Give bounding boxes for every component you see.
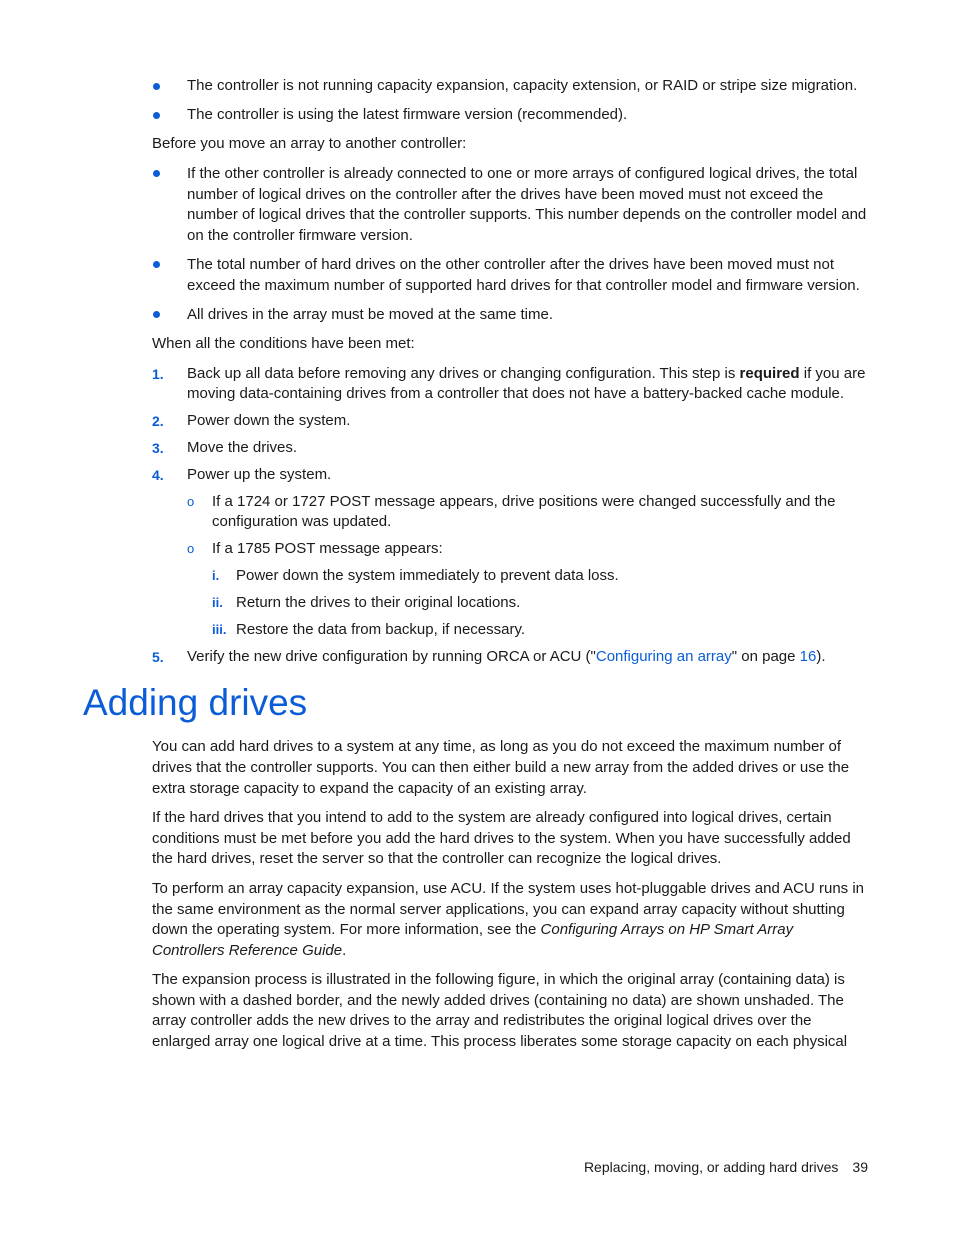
step-4 — [152, 465, 868, 640]
step-number: 1. — [152, 365, 164, 382]
step-3 — [152, 438, 868, 459]
sub-item — [187, 492, 868, 533]
paragraph: If the hard drives that you intend to add to the system are already configured into logical drives, certain conditions must be met before you add the hard drives to the system. When you have successfully added the hard drives, reset the server so that the controller can recognize the logical drives. — [152, 809, 851, 868]
list-item: If the other controller is already connected to one or more arrays of configured logical drives, the total number of logical drives on the controller after the drives have been moved must not exceed the number of logical drives that the controller supports. This number depends on the controller model and on the controller firmware version. — [152, 164, 868, 246]
section-heading: Adding drives — [83, 682, 308, 724]
roman-item-text: Return the drives to their original locations. — [236, 593, 521, 611]
step-text: Verify the new drive configuration by running ORCA or ACU (" — [187, 647, 596, 665]
step-text: " on page — [731, 647, 800, 665]
step-bold-text: required — [739, 364, 800, 382]
reference-guide-title: Configuring Arrays on HP Smart Array Controllers Reference Guide — [152, 921, 794, 959]
step-number: 3. — [152, 440, 164, 457]
configuring-array-link[interactable]: Configuring an array — [595, 647, 732, 665]
page-number: 39 — [852, 1159, 868, 1175]
step-text: Back up all data before removing any drives or changing configuration. This step is — [187, 364, 740, 382]
step-text: ). — [816, 647, 826, 665]
page-footer — [584, 1157, 868, 1178]
list-item: All drives in the array must be moved at the same time. — [152, 305, 868, 326]
step-number: 4. — [152, 467, 164, 484]
step-number: 5. — [152, 648, 164, 665]
roman-list — [212, 566, 868, 641]
sub-item — [187, 539, 868, 640]
step-text: Power down the system. — [187, 412, 351, 430]
footer-title: Replacing, moving, or adding hard drives — [583, 1159, 839, 1175]
page-content — [83, 76, 868, 1062]
list-item: The controller is not running capacity expansion, capacity extension, or RAID or stripe size migration. — [152, 76, 868, 97]
roman-item — [212, 593, 868, 614]
list-item: The total number of hard drives on the other controller after the drives have been moved must not exceed the maximum number of supported hard drives for that controller model and firmware version. — [152, 255, 868, 296]
paragraph: The expansion process is illustrated in the following figure, in which the original array (containing data) is shown with a dashed border, and the newly added drives (containing no data) are shown unshaded. The array controller adds the new drives to the array and redistributes the original logical drives over the enlarged array one logical drive at a time. This process liberates some storage capacity on each physical — [152, 971, 848, 1051]
step-text: Power up the system. — [187, 466, 332, 484]
roman-item — [212, 566, 868, 587]
step-2 — [152, 411, 868, 432]
paragraph: You can add hard drives to a system at any time, as long as you do not exceed the maximum number of drives that the controller supports. You can then either build a new array from the added drives or use the extra storage capacity to expand the capacity of an existing array. — [152, 738, 850, 797]
paragraph-text: . — [342, 941, 347, 959]
before-move-intro: Before you move an array to another controller: — [152, 135, 467, 153]
sub-item-text: If a 1724 or 1727 POST message appears, drive positions were changed successfully and the configuration was updated. — [212, 492, 836, 531]
list-item: The controller is using the latest firmware version (recommended). — [152, 105, 868, 126]
roman-item-text: Restore the data from backup, if necessary. — [236, 620, 526, 638]
paragraph-text: To perform an array capacity expansion, use ACU. If the system uses hot-pluggable drives and ACU runs in the same environment as the normal server applications, you can expand array capacity without shutting down the operating system. For more information, see the — [152, 879, 865, 939]
step-1 — [152, 364, 868, 405]
sub-list — [187, 492, 868, 641]
bullet-list-before-move — [152, 164, 868, 325]
paragraph — [152, 879, 868, 961]
step-text: if you are moving data-containing drives from a controller that does not have a battery-backed cache module. — [187, 364, 866, 403]
roman-item-text: Power down the system immediately to prevent data loss. — [236, 566, 619, 584]
roman-number: i. — [212, 567, 220, 583]
roman-item — [212, 620, 868, 641]
step-number: 2. — [152, 413, 164, 430]
page-link[interactable]: 16 — [799, 647, 817, 665]
circle-bullet-icon: o — [187, 493, 195, 509]
conditions-intro: When all the conditions have been met: — [152, 334, 415, 352]
numbered-steps — [152, 364, 868, 668]
roman-number: ii. — [212, 594, 223, 610]
roman-number: iii. — [212, 621, 227, 637]
step-text: Move the drives. — [187, 439, 298, 457]
circle-bullet-icon: o — [187, 541, 195, 557]
step-5 — [152, 647, 868, 668]
sub-item-text: If a 1785 POST message appears: — [212, 540, 443, 558]
bullet-list-conditions — [152, 76, 868, 126]
